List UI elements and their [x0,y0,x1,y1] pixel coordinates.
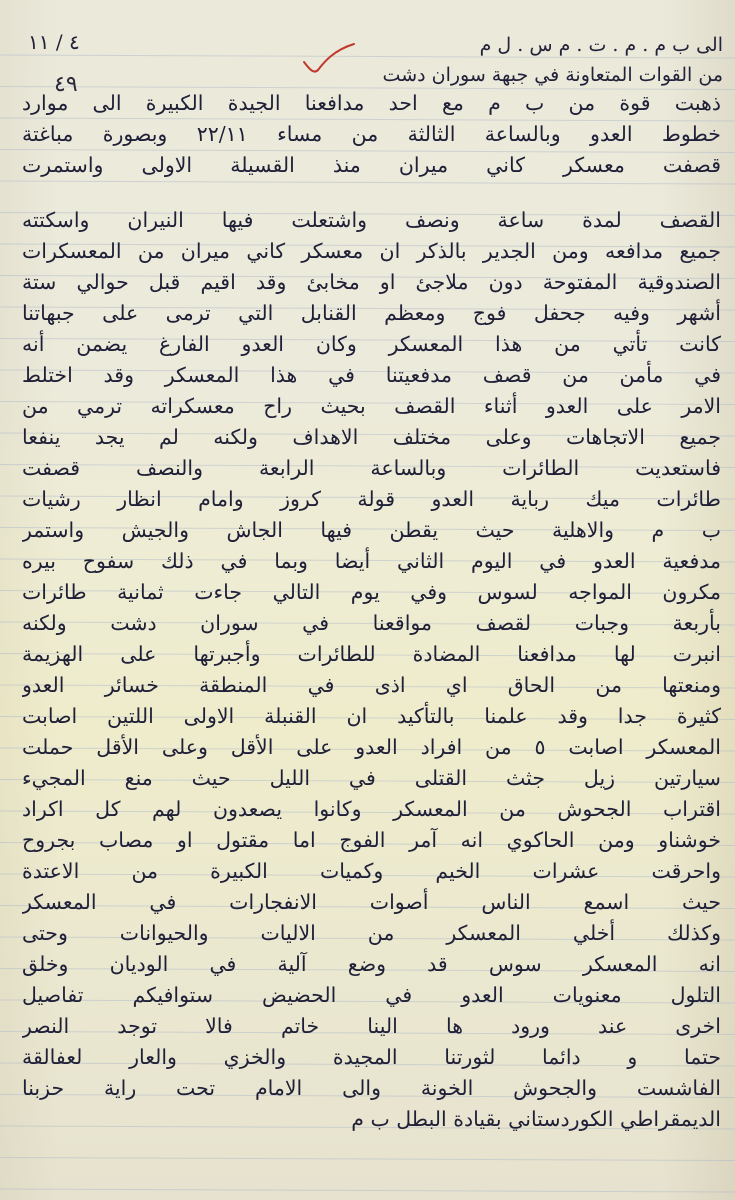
text-line: المعسكر اصابت ٥ من افراد العدو على الأقل وعلى الأقل حملت [22,735,721,759]
text-line: قصفت معسكر كاني ميران منذ القسيلة الاولى واستمرت [22,153,721,177]
text-line: جميع مدافعه ومن الجدير بالذكر ان معسكر كاني ميران من المعسكرات [22,239,721,263]
text-line: وكذلك أخلي المعسكر من الاليات والحيوانات وحتى [22,921,721,945]
text-line: جميع الاتجاهات وعلى مختلف الاهداف ولكنه لم يجد ينفعا [22,425,721,449]
letter-header [383,30,723,90]
text-line: واحرقت عشرات الخيم وكميات الكبيرة من الاعتدة [22,859,721,883]
document-date: ٤ / ١١ [28,30,80,54]
text-line: الامر على العدو أثناء القصف بحيث راح معسكراته ترمي من [22,394,721,418]
text-line: التلول معنويات العدو في الحضيض ستوافيكم تفاصيل [22,983,721,1007]
text-line: انه المعسكر سوس قد وضع آلية في الوديان وخلق [22,952,721,976]
text-line: اخرى عند ورود ها الينا خاتم فالا توجد النصر [22,1014,721,1038]
text-line: في مأمن من قصف مدفعيتنا في هذا المعسكر وقد اختلط [22,363,721,387]
text-line: سيارتين زيل جثث القتلى في الليل حيث منع المجيء [22,766,721,790]
text-line: طائرات ميك رباية العدو قولة كروز وامام انظار رشيات [22,487,721,511]
text-line: كانت تأتي من هذا المعسكر وكان العدو الفارغ يضمن أنه [22,332,721,356]
text-line: الصندوقية المفتوحة دون ملاجئ او مخابئ وقد اقيم قبل حوالي ستة [22,270,721,294]
text-line: بأربعة وجبات لقصف مواقعنا في سوران دشت ولكنه [22,611,721,635]
text-line: كثيرة جدا وقد علمنا بالتأكيد ان القنبلة الاولى اللتين اصابت [22,704,721,728]
text-line: حتما و دائما لثورتنا المجيدة والخزي والعار لعفالقة [22,1045,721,1069]
red-pen-mark [300,40,360,80]
text-line: ذهبت قوة من ب م مع احد مدافعنا الجيدة الكبيرة الى موارد [22,91,721,115]
text-line: أشهر وفيه جحفل فوج ومعظم القنابل التي ترمى على جبهاتنا [22,301,721,325]
ruling-line [0,1189,735,1192]
ruling-line [0,1158,735,1161]
text-line: حيث اسمع الناس أصوات الانفجارات في المعسكر [22,890,721,914]
text-line: مدفعية العدو في اليوم الثاني أيضا وبما في ذلك سفوح بيره [22,549,721,573]
text-line: ب م والاهلية حيث يقطن فيها الجاش والجيش واستمر [22,518,721,542]
page-number: ٤٩ [54,72,78,97]
text-line: مكرون المواجه لسوس وفي يوم التالي جاءت ثمانية طائرات [22,580,721,604]
letter-body [22,88,721,1135]
text-line: الديمقراطي الكوردستاني بقيادة البطل ب م [351,1107,721,1131]
sender-unit-line: من القوات المتعاونة في جبهة سوران دشت [382,64,723,86]
text-line: القصف لمدة ساعة ونصف واشتعلت فيها النيران واسكتته [22,208,721,232]
text-line: خوشناو ومن الحاكوي انه آمر الفوج اما مقتول او مصاب بجروح [22,828,721,852]
text-line: خطوط العدو وبالساعة الثالثة من مساء ٢٢/١١ وبصورة مباغتة [22,122,721,146]
text-line: فاستعديت الطائرات وبالساعة الرابعة والنصف قصفت [22,456,721,480]
text-line: اقتراب الجحوش من المعسكر وكانوا يصعدون لهم كل اكراد [22,797,721,821]
text-line: ومنعتها من الحاق اي اذى في المنطقة خسائر العدو [22,673,721,697]
recipient-line: الى ب م . م . ت . م س . ل م [479,34,723,56]
text-line: الفاشست والجحوش الخونة والى الامام تحت راية حزبنا [22,1076,721,1100]
text-line: انبرت لها مدافعنا المضادة للطائرات وأجبرتها على الهزيمة [22,642,721,666]
